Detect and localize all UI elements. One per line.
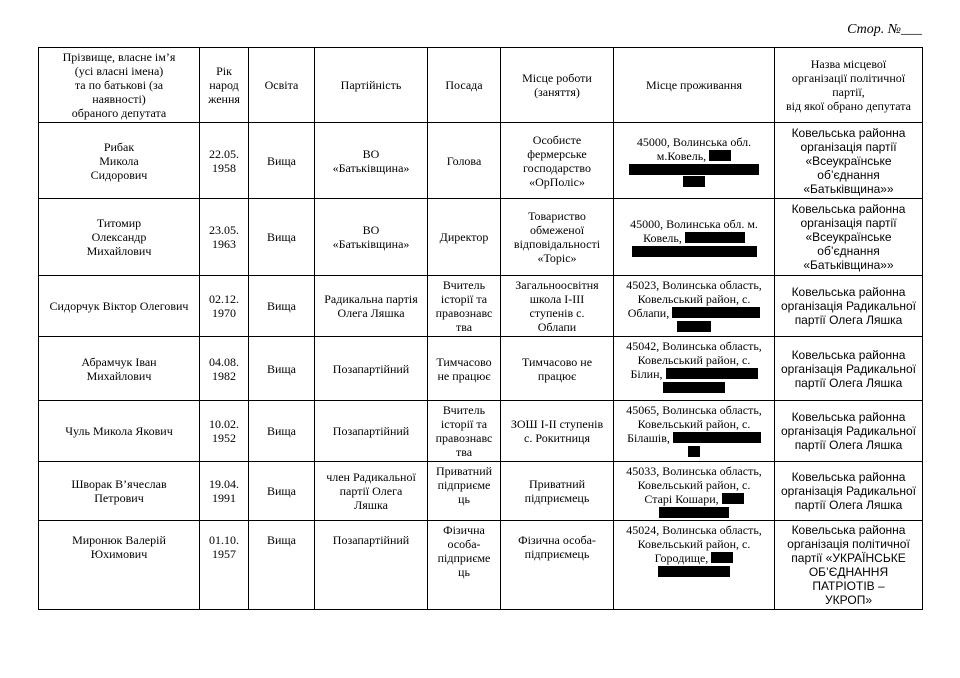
position-cell: Тимчасово не працює — [428, 337, 501, 401]
residence-cell: 45065, Волинська область, Ковельський район, с. Білашів, — [614, 401, 775, 462]
table-row — [39, 276, 923, 337]
party-cell: Радикальна партія Олега Ляшка — [315, 276, 428, 337]
header-position: Посада — [428, 48, 501, 123]
party-cell: Позапартійний — [315, 401, 428, 462]
education-cell: Вища — [249, 123, 315, 199]
residence-cell: 45024, Волинська область, Ковельський район, с. Городище, — [614, 521, 775, 610]
header-party: Партійність — [315, 48, 428, 123]
workplace-cell: Товариство обмеженої відповідальності «Торіс» — [501, 199, 614, 276]
deputies-table — [38, 47, 923, 610]
table-row — [39, 521, 923, 610]
workplace-cell: Тимчасово не працює — [501, 337, 614, 401]
redaction-bar — [709, 150, 731, 161]
party-cell: Позапартійний — [315, 337, 428, 401]
residence-cell: 45000, Волинська обл. м.Ковель, — [614, 123, 775, 199]
birth-cell: 01.10. 1957 — [200, 521, 249, 610]
name-cell: Миронюк Валерій Юхимович — [39, 521, 200, 610]
header-birth-year: Рік народ ження — [200, 48, 249, 123]
name-cell: Шворак В’ячеслав Петрович — [39, 462, 200, 521]
birth-cell: 04.08. 1982 — [200, 337, 249, 401]
residence-cell: 45042, Волинська область, Ковельський район, с. Білин, — [614, 337, 775, 401]
header-row — [39, 48, 923, 123]
party-cell: член Радикальної партії Олега Ляшка — [315, 462, 428, 521]
party-cell: ВО «Батьківщина» — [315, 199, 428, 276]
name-cell: Рибак Микола Сидорович — [39, 123, 200, 199]
residence-cell: 45033, Волинська область, Ковельський район, с. Старі Кошари, — [614, 462, 775, 521]
redaction-bar — [632, 246, 757, 257]
position-cell: Голова — [428, 123, 501, 199]
org-cell: Ковельська районна організація Радикальної партії Олега Ляшка — [775, 462, 923, 521]
education-cell: Вища — [249, 276, 315, 337]
workplace-cell: Особисте фермерське господарство «ОрПоліс» — [501, 123, 614, 199]
birth-cell: 22.05. 1958 — [200, 123, 249, 199]
education-cell: Вища — [249, 337, 315, 401]
org-cell: Ковельська районна організація політичної партії «УКРАЇНСЬКЕ ОБ’ЄДНАННЯ ПАТРІОТІВ – УКРОП» — [775, 521, 923, 610]
workplace-cell: Приватний підприємець — [501, 462, 614, 521]
header-residence: Місце проживання — [614, 48, 775, 123]
header-workplace: Місце роботи (заняття) — [501, 48, 614, 123]
party-cell: Позапартійний — [315, 521, 428, 610]
redaction-bar — [685, 232, 745, 243]
table-row — [39, 199, 923, 276]
redaction-bar — [711, 552, 733, 563]
workplace-cell: Загальноосвітня школа І-ІІІ ступенів с. Облапи — [501, 276, 614, 337]
redaction-bar — [666, 368, 758, 379]
party-cell: ВО «Батьківщина» — [315, 123, 428, 199]
redaction-bar — [663, 382, 725, 393]
name-cell: Титомир Олександр Михайлович — [39, 199, 200, 276]
org-cell: Ковельська районна організація партії «Всеукраїнське об’єднання «Батьківщина»» — [775, 199, 923, 276]
table-row — [39, 401, 923, 462]
header-name: Прізвище, власне ім’я (усі власні імена) та по батькові (за наявності) обраного депутата — [39, 48, 200, 123]
birth-cell: 19.04. 1991 — [200, 462, 249, 521]
redaction-bar — [673, 432, 761, 443]
education-cell: Вища — [249, 401, 315, 462]
org-cell: Ковельська районна організація Радикальної партії Олега Ляшка — [775, 337, 923, 401]
residence-cell: 45000, Волинська обл. м. Ковель, — [614, 199, 775, 276]
name-cell: Абрамчук Іван Михайлович — [39, 337, 200, 401]
org-cell: Ковельська районна організація Радикальної партії Олега Ляшка — [775, 401, 923, 462]
position-cell: Вчитель історії та правознавс тва — [428, 276, 501, 337]
redaction-bar — [658, 566, 730, 577]
position-cell: Вчитель історії та правознавс тва — [428, 401, 501, 462]
birth-cell: 23.05. 1963 — [200, 199, 249, 276]
residence-cell: 45023, Волинська область, Ковельський район, с. Облапи, — [614, 276, 775, 337]
redaction-bar — [683, 176, 705, 187]
redaction-bar — [722, 493, 744, 504]
workplace-cell: ЗОШ І-ІІ ступенів с. Рокитниця — [501, 401, 614, 462]
education-cell: Вища — [249, 462, 315, 521]
redaction-bar — [629, 164, 759, 175]
org-cell: Ковельська районна організація партії «Всеукраїнське об’єднання «Батьківщина»» — [775, 123, 923, 199]
redaction-bar — [688, 446, 700, 457]
org-cell: Ковельська районна організація Радикальної партії Олега Ляшка — [775, 276, 923, 337]
redaction-bar — [672, 307, 760, 318]
name-cell: Сидорчук Віктор Олегович — [39, 276, 200, 337]
redaction-bar — [677, 321, 711, 332]
header-org: Назва місцевої організації політичної партії, від якої обрано депутата — [775, 48, 923, 123]
education-cell: Вища — [249, 199, 315, 276]
birth-cell: 02.12. 1970 — [200, 276, 249, 337]
position-cell: Приватний підприємe ць — [428, 462, 501, 521]
page-number-label: Стор. №___ — [847, 22, 922, 37]
position-cell: Директор — [428, 199, 501, 276]
workplace-cell: Фізична особа- підприємець — [501, 521, 614, 610]
table-row — [39, 462, 923, 521]
redaction-bar — [659, 507, 729, 518]
table-row — [39, 337, 923, 401]
education-cell: Вища — [249, 521, 315, 610]
name-cell: Чуль Микола Якович — [39, 401, 200, 462]
birth-cell: 10.02. 1952 — [200, 401, 249, 462]
position-cell: Фізична особа- підприємe ць — [428, 521, 501, 610]
header-education: Освіта — [249, 48, 315, 123]
table-row — [39, 123, 923, 199]
